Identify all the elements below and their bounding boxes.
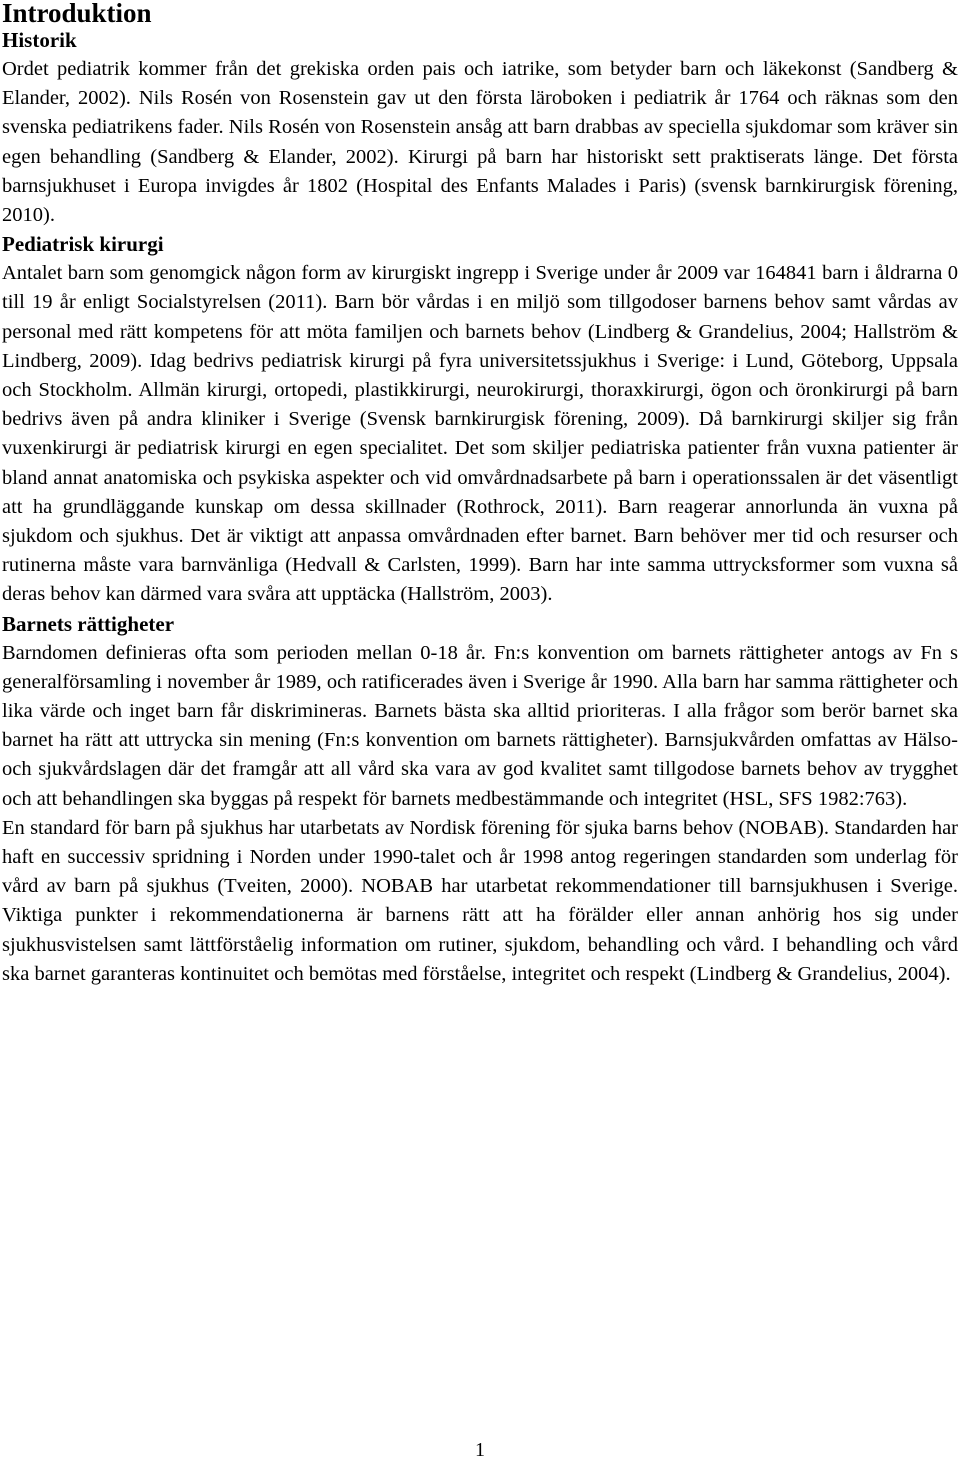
paragraph-barnets-rattigheter-1: Barndomen definieras ofta som perioden mellan 0-18 år. Fn:s konvention om barnets rättigheter antogs av Fn s generalförsamling i november år 1989, och ratificerades även i Sverige år 1990. Alla barn har samma rättigheter och lika värde och inget barn får diskrimineras. Barnets bästa ska alltid prioriteras. I alla frågor som berör barnet ska barnet ha rätt att uttrycka sin mening (Fn:s konvention om barnets rättigheter). Barnsjukvården omfattas av Hälso- och sjukvårdslagen där det framgår att all vård ska vara av god kvalitet samt tillgodose barnets behov av trygghet och att behandlingen ska byggas på respekt för barnets medbestämmande och integritet (HSL, SFS 1982:763). bbox=[2, 641, 958, 810]
paragraph-historik: Ordet pediatrik kommer från det grekiska orden pais och iatrike, som betyder barn och läkekonst (Sandberg & Elander, 2002). Nils Rosén von Rosenstein gav ut den första läroboken i pediatrik år 1764 och räknas som den svenska pediatrikens fader. Nils Rosén von Rosenstein ansåg att barn drabbas av speciella sjukdomar som kräver sin egen behandling (Sandberg & Elander, 2002). Kirurgi på barn har historiskt sett praktiserats länge. Det första barnsjukhuset i Europa invigdes år 1802 (Hospital des Enfants Malades i Paris) (svensk barnkirurgisk förening, 2010). bbox=[2, 58, 958, 227]
section-heading-historik: Historik bbox=[2, 28, 77, 52]
section-heading-barnets-rattigheter: Barnets rättigheter bbox=[2, 611, 175, 636]
paragraph-pediatrisk-kirurgi: Antalet barn som genomgick någon form av kirurgiskt ingrepp i Sverige under år 2009 var 164841 barn i åldrarna 0 till 19 år enligt Socialstyrelsen (2011). Barn bör vårdas i en miljö som tillgodoser barnens behov samt vårdas av personal med rätt kompetens för att möta familjen och barnets behov (Lindberg & Grandelius, 2004; Hallström & Lindberg, 2009). Idag bedrivs pediatrisk kirurgi på fyra universitetssjukhus i Sverige: i Lund, Göteborg, Uppsala och Stockholm. Allmän kirurgi, ortopedi, plastikkirurgi, neurokirurgi, thoraxkirurgi, ögon och öronkirurgi på barn bedrivs även på andra kliniker i Sverige (Svensk barnkirurgisk förening, 2009). Då barnkirurgi skiljer sig från vuxenkirurgi är pediatrisk kirurgi en egen specialitet. Det som skiljer pediatriska patienter från vuxna patienter är bland annat anatomiska och psykiska aspekter och vid omvårdnadsarbete på barn i operationssalen är det väsentligt att ha grundläggande kunskap om dessa skillnader (Rothrock, 2011). Barn reagerar annorlunda än vuxna på sjukdom och sjukhus. Det är viktigt att anpassa omvårdnaden efter barnet. Barn behöver mer tid och resurser och rutinerna måste vara barnvänliga (Hedvall & Carlsten, 1999). Barn har inte samma uttrycksformer som vuxna så deras behov kan därmed vara svåra att upptäcka (Hallström, 2003). bbox=[2, 262, 958, 606]
paragraph-barnets-rattigheter-2: En standard för barn på sjukhus har utarbetats av Nordisk förening för sjuka barns behov (NOBAB). Standarden har haft en successiv spridning i Norden under 1990-talet och år 1998 antog regeringen standarden som underlag för vård av barn på sjukhus (Tveiten, 2000). NOBAB har utarbetat rekommendationer till barnsjukhusen i Sverige. Viktiga punkter i rekommendationerna är barnens rätt att ha förälder eller annan anhörig hos sig under sjukhusvistelsen samt lättförståelig information om rutiner, sjukdom, behandling och vård. I behandling och vård ska barnet garanteras kontinuitet och bemötas med förståelse, integritet och respekt (Lindberg & Grandelius, 2004). bbox=[2, 816, 958, 985]
page-number: 1 bbox=[475, 1439, 485, 1461]
document-title: Introduktion bbox=[2, 0, 152, 28]
section-heading-pediatrisk-kirurgi: Pediatrisk kirurgi bbox=[2, 232, 164, 257]
